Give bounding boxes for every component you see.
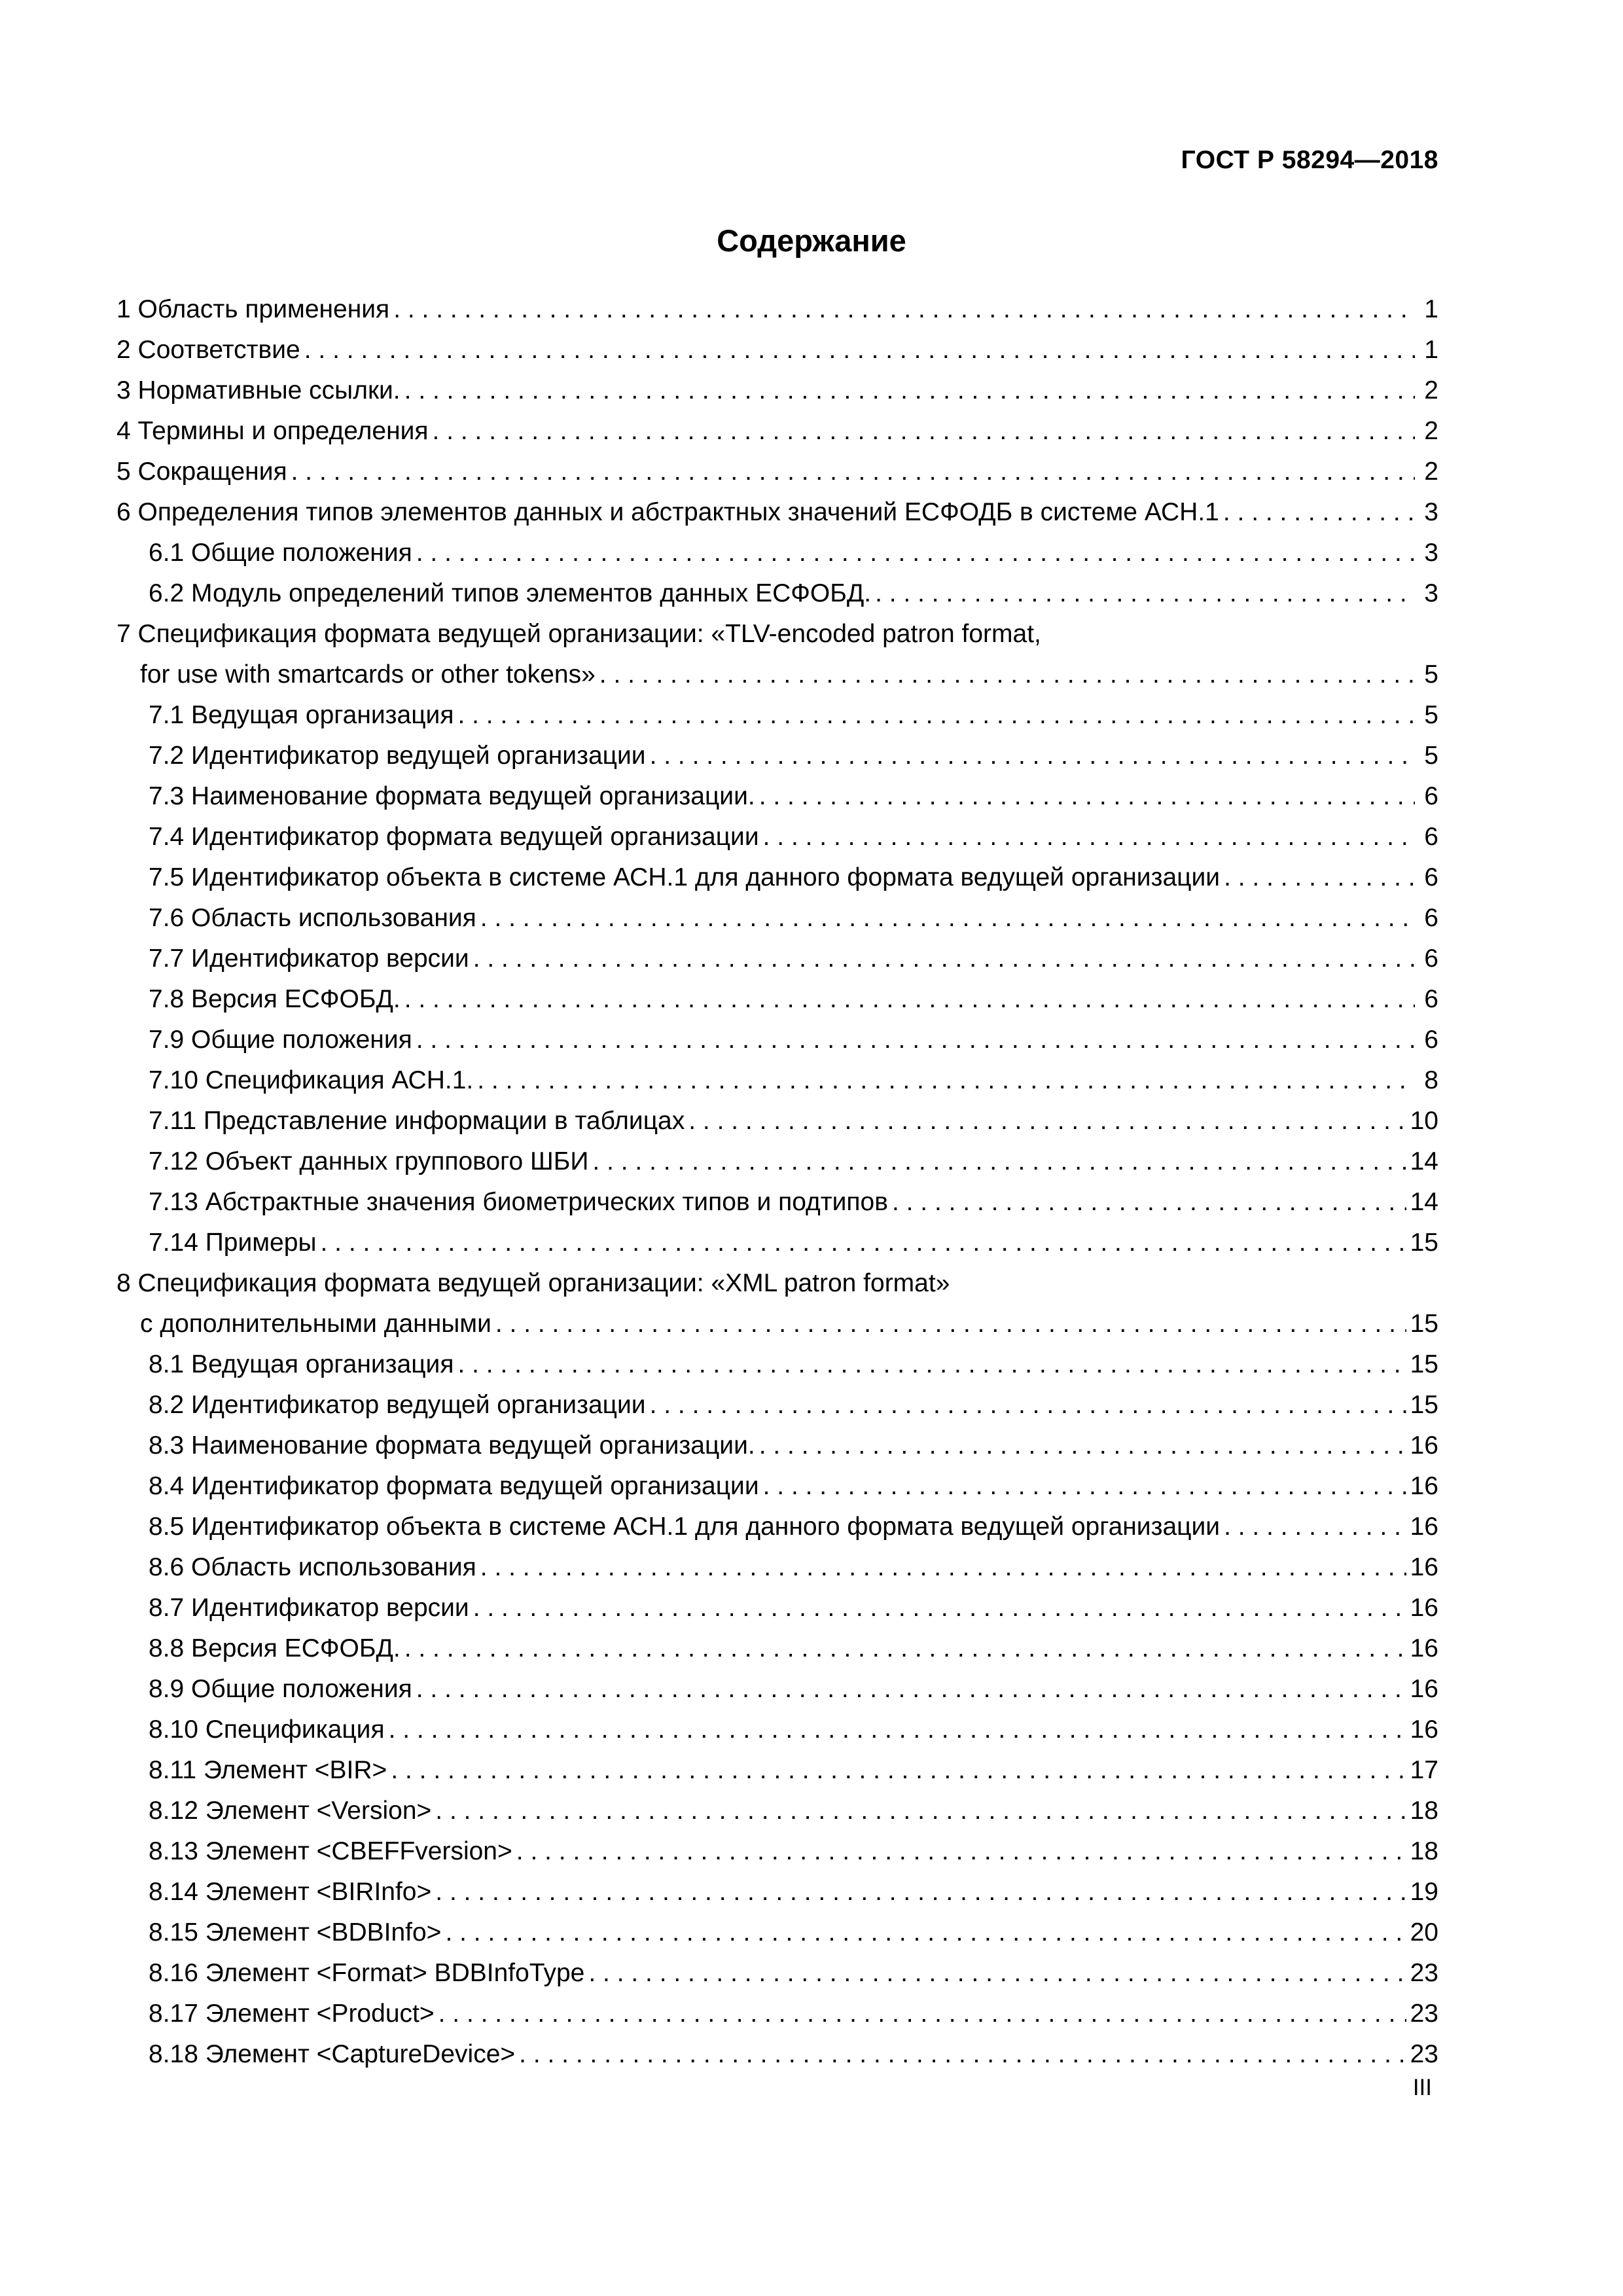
dot-leader (391, 1750, 1406, 1791)
toc-entry-page: 19 (1410, 1878, 1438, 1906)
toc-entry-label: 6 Определения типов элементов данных и абстрактных значений ЕСФОДБ в системе АСН.1 (116, 498, 1219, 526)
toc-entry-label: 7.9 Общие положения (149, 1026, 412, 1054)
toc-entry[interactable] (116, 452, 1438, 492)
dot-leader (404, 370, 1415, 411)
toc-entry-page: 23 (1410, 2040, 1438, 2068)
toc-entry-label: 7.11 Представление информации в таблицах (149, 1107, 685, 1135)
toc-entry-label: 7.7 Идентификатор версии (149, 944, 469, 973)
toc-entry-label: 7.13 Абстрактные значения биометрических типов и подтипов (149, 1188, 888, 1216)
toc-entry[interactable] (116, 1263, 1438, 1344)
toc-entry-page: 23 (1410, 1959, 1438, 1987)
toc-entry-page: 6 (1424, 1026, 1438, 1054)
toc-entry-page: 20 (1410, 1918, 1438, 1946)
toc-entry-page: 1 (1424, 295, 1438, 323)
toc-entry-page: 23 (1410, 2000, 1438, 2028)
toc-entry[interactable] (116, 1101, 1438, 1141)
toc-entry[interactable] (116, 1141, 1438, 1182)
toc-entry-label: 8.8 Версия ЕСФОБД. (149, 1634, 401, 1662)
toc-entry-page: 6 (1424, 782, 1438, 810)
toc-entry[interactable] (116, 898, 1438, 939)
dot-leader (650, 1385, 1406, 1426)
toc-entry-page: 6 (1424, 863, 1438, 891)
toc-entry-label: 8.13 Элемент <CBEFFversion> (149, 1837, 512, 1865)
toc-entry-label: 8.6 Область использования (149, 1553, 476, 1581)
toc-entry-page: 5 (1424, 660, 1438, 689)
toc-entry-page: 2 (1424, 417, 1438, 445)
dot-leader (438, 1994, 1406, 2034)
toc-entry-label: 1 Область применения (116, 295, 390, 323)
dot-leader (495, 1304, 1406, 1344)
dot-leader (1224, 1507, 1406, 1547)
dot-leader (389, 1710, 1406, 1750)
toc-entry-label: 8.4 Идентификатор формата ведущей организации (149, 1472, 759, 1500)
toc-entry-label: 7.4 Идентификатор формата ведущей организации (149, 823, 759, 851)
dot-leader (516, 1831, 1406, 1872)
toc-entry[interactable] (116, 979, 1438, 1020)
dot-leader (433, 411, 1415, 452)
toc-entry[interactable] (116, 817, 1438, 857)
toc-entry[interactable] (116, 370, 1438, 411)
toc-entry-label: 6.1 Общие положения (149, 539, 412, 567)
toc-entry[interactable] (116, 1912, 1438, 1953)
dot-leader (304, 330, 1415, 370)
dot-leader (519, 2034, 1406, 2075)
dot-leader (759, 1426, 1406, 1466)
dot-leader (473, 939, 1415, 979)
dot-leader (320, 1223, 1406, 1263)
toc-entry-page: 15 (1410, 1391, 1438, 1419)
toc-entry-label: 8.1 Ведущая организация (149, 1350, 454, 1378)
toc-entry[interactable] (116, 1385, 1438, 1426)
dot-leader (599, 655, 1421, 695)
toc-entry[interactable] (116, 1507, 1438, 1547)
toc-entry-page: 5 (1424, 701, 1438, 729)
toc-entry-page: 14 (1410, 1147, 1438, 1175)
toc-entry-page: 2 (1424, 376, 1438, 404)
toc-entry-label: 8.12 Элемент <Version> (149, 1797, 432, 1825)
toc-entry-page: 16 (1410, 1594, 1438, 1622)
toc-entry-page: 15 (1410, 1310, 1438, 1338)
toc-entry-page: 1 (1424, 336, 1438, 364)
toc-entry[interactable] (116, 492, 1438, 533)
dot-leader (416, 533, 1415, 573)
toc-entry-label: 7.10 Спецификация АСН.1. (149, 1066, 474, 1094)
toc-entry[interactable] (116, 1628, 1438, 1669)
toc-entry[interactable] (116, 614, 1438, 695)
toc-entry[interactable] (116, 1750, 1438, 1791)
dot-leader (473, 1588, 1406, 1628)
toc-entry-label: 8.7 Идентификатор версии (149, 1594, 469, 1622)
toc-entry-label: 6.2 Модуль определений типов элементов данных ЕСФОБД. (149, 579, 872, 607)
toc-entry-label: 2 Соответствие (116, 336, 300, 364)
dot-leader (477, 1060, 1415, 1101)
toc-entry-label: 8.5 Идентификатор объекта в системе АСН.1 для данного формата ведущей организации (149, 1513, 1221, 1541)
toc-entry-label: 3 Нормативные ссылки. (116, 376, 401, 404)
toc-entry-page: 14 (1410, 1188, 1438, 1216)
toc-entry-page: 16 (1410, 1634, 1438, 1662)
dot-leader (1224, 857, 1415, 898)
toc-entry[interactable] (116, 1953, 1438, 1994)
dot-leader (650, 736, 1415, 776)
toc-entry[interactable] (116, 1872, 1438, 1912)
toc-entry-page: 18 (1410, 1797, 1438, 1825)
toc-entry[interactable] (116, 1547, 1438, 1588)
dot-leader (291, 452, 1415, 492)
toc-entry[interactable] (116, 289, 1438, 330)
toc-entry[interactable] (116, 533, 1438, 573)
dot-leader (892, 1182, 1406, 1223)
toc-entry[interactable] (116, 2034, 1438, 2075)
dot-leader (393, 289, 1415, 330)
dot-leader (457, 695, 1415, 736)
dot-leader (404, 979, 1415, 1020)
toc-entry-label: 8.9 Общие положения (149, 1675, 412, 1703)
toc-entry-page: 5 (1424, 742, 1438, 770)
toc-entry-label: 7.8 Версия ЕСФОБД. (149, 985, 401, 1013)
toc-entry-label: 7 Спецификация формата ведущей организации: «TLV-encoded patron format, (116, 620, 1041, 648)
toc-entry[interactable] (116, 1426, 1438, 1466)
toc-entry-page: 16 (1410, 1553, 1438, 1581)
toc-entry[interactable] (116, 1466, 1438, 1507)
toc-entry[interactable] (116, 1020, 1438, 1060)
toc-entry-page: 15 (1410, 1350, 1438, 1378)
dot-leader (457, 1344, 1406, 1385)
toc-entry[interactable] (116, 411, 1438, 452)
dot-leader (763, 817, 1415, 857)
dot-leader (435, 1872, 1406, 1912)
toc-entry-label: 7.5 Идентификатор объекта в системе АСН.1 для данного формата ведущей организации (149, 863, 1221, 891)
toc-title: Содержание (717, 223, 906, 258)
toc-entry-label-continued: for use with smartcards or other tokens» (140, 660, 596, 689)
dot-leader (435, 1791, 1406, 1831)
toc-entry-label: 7.12 Объект данных группового ШБИ (149, 1147, 589, 1175)
toc-entry-page: 16 (1410, 1675, 1438, 1703)
dot-leader (592, 1141, 1406, 1182)
toc-entry-page: 6 (1424, 904, 1438, 932)
toc-entry-page: 6 (1424, 823, 1438, 851)
toc-entry-label: 7.14 Примеры (149, 1229, 317, 1257)
toc-entry[interactable] (116, 330, 1438, 370)
toc-entry[interactable] (116, 1182, 1438, 1223)
toc-entry-label: 7.2 Идентификатор ведущей организации (149, 742, 646, 770)
toc-entry-page: 2 (1424, 457, 1438, 486)
toc-entry-label: 4 Термины и определения (116, 417, 429, 445)
dot-leader (416, 1020, 1415, 1060)
dot-leader (445, 1912, 1406, 1953)
dot-leader (875, 573, 1415, 614)
toc-entry-label: 8.16 Элемент <Format> BDBInfoType (149, 1959, 585, 1987)
toc-entry-label: 7.1 Ведущая организация (149, 701, 454, 729)
toc-entry[interactable] (116, 1223, 1438, 1263)
dot-leader (416, 1669, 1406, 1710)
toc-entry-page: 6 (1424, 944, 1438, 973)
toc-entry-label: 7.6 Область использования (149, 904, 476, 932)
toc-entry-page: 18 (1410, 1837, 1438, 1865)
toc-entry-page: 6 (1424, 985, 1438, 1013)
toc-entry-page: 15 (1410, 1229, 1438, 1257)
toc-entry-label: 8 Спецификация формата ведущей организации: «XML patron format» (116, 1269, 950, 1297)
toc-entry-label: 7.3 Наименование формата ведущей организации. (149, 782, 755, 810)
toc-entry[interactable] (116, 1791, 1438, 1831)
toc-entry[interactable] (116, 776, 1438, 817)
toc-entry[interactable] (116, 1588, 1438, 1628)
toc-entry-label: 8.17 Элемент <Product> (149, 2000, 435, 2028)
dot-leader (759, 776, 1415, 817)
toc-entry-label: 8.2 Идентификатор ведущей организации (149, 1391, 646, 1419)
toc-entry[interactable] (116, 573, 1438, 614)
dot-leader (588, 1953, 1406, 1994)
toc-entry-page: 16 (1410, 1472, 1438, 1500)
toc-entry[interactable] (116, 1710, 1438, 1750)
toc-entry-page: 16 (1410, 1513, 1438, 1541)
dot-leader (1223, 492, 1415, 533)
toc-entry-page: 3 (1424, 579, 1438, 607)
document-code: ГОСТ Р 58294—2018 (1181, 146, 1438, 174)
dot-leader (404, 1628, 1406, 1669)
toc-entry-label: 8.11 Элемент <BIR> (149, 1756, 387, 1784)
toc-entry-label: 8.15 Элемент <BDBInfo> (149, 1918, 442, 1946)
toc-entry[interactable] (116, 1831, 1438, 1872)
dot-leader (763, 1466, 1406, 1507)
page-number: III (1412, 2075, 1432, 2100)
dot-leader (480, 1547, 1406, 1588)
toc-entry[interactable] (116, 1669, 1438, 1710)
toc-entry[interactable] (116, 736, 1438, 776)
toc-entry-page: 3 (1424, 539, 1438, 567)
toc-entry-page: 17 (1410, 1756, 1438, 1784)
toc-entry-page: 16 (1410, 1715, 1438, 1744)
dot-leader (480, 898, 1415, 939)
toc-entry[interactable] (116, 857, 1438, 898)
toc-entry[interactable] (116, 1344, 1438, 1385)
table-of-contents (116, 289, 1438, 2075)
toc-entry-label-continued: с дополнительными данными (140, 1310, 491, 1338)
toc-entry[interactable] (116, 939, 1438, 979)
toc-entry[interactable] (116, 695, 1438, 736)
toc-entry-label: 8.14 Элемент <BIRInfo> (149, 1878, 432, 1906)
toc-entry-label: 8.10 Спецификация (149, 1715, 385, 1744)
toc-entry[interactable] (116, 1060, 1438, 1101)
dot-leader (688, 1101, 1406, 1141)
toc-entry-label: 8.3 Наименование формата ведущей организации. (149, 1431, 755, 1460)
toc-entry[interactable] (116, 1994, 1438, 2034)
toc-entry-page: 16 (1410, 1431, 1438, 1460)
toc-entry-page: 3 (1424, 498, 1438, 526)
toc-entry-page: 10 (1410, 1107, 1438, 1135)
toc-entry-label: 8.18 Элемент <CaptureDevice> (149, 2040, 516, 2068)
toc-entry-label: 5 Сокращения (116, 457, 287, 486)
toc-entry-page: 8 (1424, 1066, 1438, 1094)
